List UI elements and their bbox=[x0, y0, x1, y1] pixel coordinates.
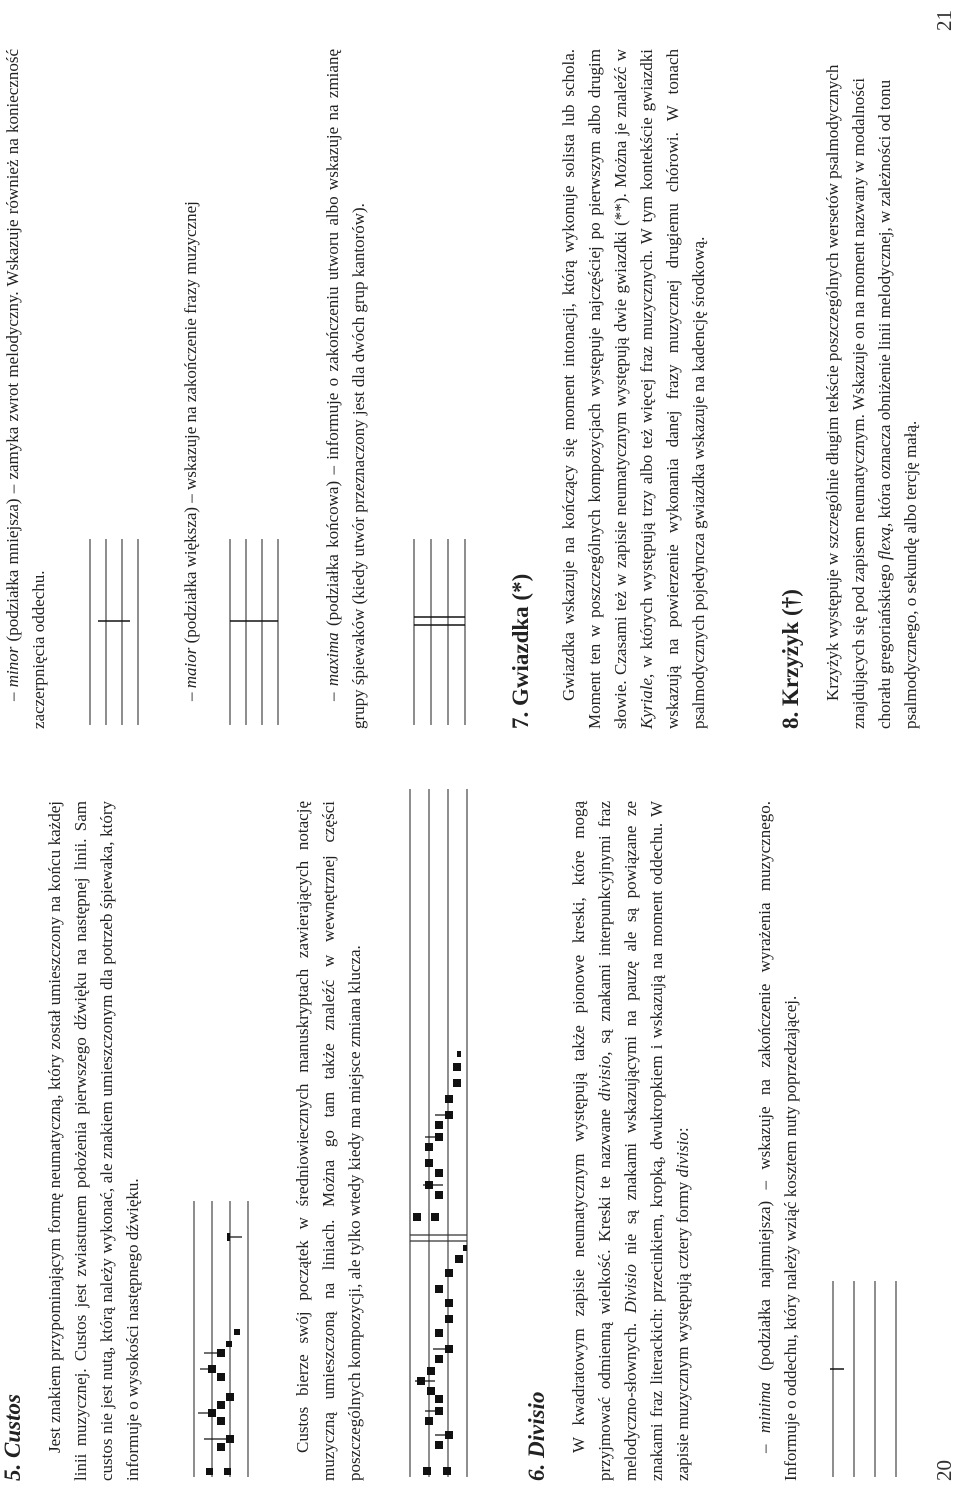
minima-staff-example bbox=[830, 1277, 910, 1477]
krzyzyk-heading: 8. Krzyżyk (†) bbox=[778, 589, 803, 729]
maxima-dash: – bbox=[323, 686, 342, 701]
maxima-term: maxima bbox=[323, 632, 342, 687]
divisio-text-b: , są znakami interpunkcyjnymi fraz melodyczno-słownych. bbox=[595, 801, 640, 1481]
maior-dash: – bbox=[181, 688, 200, 701]
krzyzyk-text-b: , która oznacza obniżenie linii melodycznej, w zależności od tonu psalmodycznego, o sekundę albo tercję małą. bbox=[875, 79, 920, 729]
maior-text: (podziałka większa) – wskazuje na zakończenie frazy muzycznej bbox=[181, 201, 200, 648]
divisio-term-1: divisio bbox=[595, 1055, 614, 1102]
page-number-left: 20 bbox=[932, 1460, 956, 1481]
gwiazdka-text-a: Gwiazdka wskazuje na kończący się moment intonacji, którą wykonuje solista lub schola. Moment ten w poszczególnych kompozycjach występuje najczęściej po pierwszym albo drugim słowie. Czasami też w zapisie neumatycznym występują dwie gwiazdki (**). Można je znaleźć w bbox=[559, 49, 630, 729]
custos-paragraph-1: Jest znakiem przypominającym formę neumatyczną, który został umieszczony na końcu każdej linii muzycznej. Custos jest zwiastunem położenia pierwszego dźwięku na następnej linii. Sam custos nie jest nutą, którą należy wykonać, ale znakiem umieszczonym dla potrzeb śpiewaka, który informuje o wysokości następnego dźwięku. bbox=[45, 801, 142, 1481]
divisio-term-3: divisio bbox=[673, 1132, 692, 1178]
divisio-text-c: nie są znakami wskazującymi na pauzę ale są powiązane ze znakami fraz literackich: przecinkiem, kropką, dwukropkiem i wskazują na moment oddechu. W zapisie muzycznym występują cztery formy bbox=[621, 801, 692, 1481]
krzyzyk-text-a: Krzyżyk występuje w szczególnie długim tekście poszczególnych wersetów psalmodycznych znajdujących się pod zapisem neumatycznym. Wskazuje on na moment nazwany w modalności chorału gregoriańskiego bbox=[823, 64, 894, 729]
minima-dash: – bbox=[755, 1433, 774, 1453]
maior-paragraph bbox=[178, 49, 204, 729]
gwiazdka-text-b: , w których występują trzy albo też więcej fraz muzycznych. W tym kontekście gwiazdki wskazują na powierzenie wykonania danej frazy muzycznej drugiemu chórowi. W tonach psalmodycznych pojedyncza gwiazdka wskazuje na kadencję środkową. bbox=[637, 49, 708, 729]
minor-text: (podziałka mniejsza) – zamyka zwrot melodyczny. Wskazuje również na konieczność zaczerpnięcia oddechu. bbox=[3, 49, 48, 729]
maxima-staff-example bbox=[408, 535, 470, 725]
divisio-term-2: Divisio bbox=[621, 1264, 640, 1314]
maior-staff-example bbox=[224, 535, 284, 725]
minima-paragraph bbox=[752, 801, 804, 1481]
maxima-paragraph bbox=[320, 49, 372, 729]
divisio-text-a: W kwadratowym zapisie neumatycznym występują także pionowe kreski, które mogą przyjmować odmienną wielkość. Kreski te nazwane bbox=[569, 801, 614, 1481]
minor-dash: – bbox=[3, 687, 22, 701]
page-right bbox=[0, 10, 960, 729]
custos-paragraph-2: Custos bierze swój początek w średniowiecznych manuskryptach zawierających notację muzyczną umieszczoną na liniach. Można go tam także znaleźć w wewnętrznej części poszczególnych kompozycji, ale tylko wtedy kiedy ma miejsce zmiana klucza. bbox=[293, 801, 364, 1481]
krzyzyk-term: flexą bbox=[875, 526, 894, 560]
minima-text: (podziałka najmniejsza) – wskazuje na zakończenie wyrażenia muzycznego. Informuje o oddechu, który należy wziąć kosztem nuty poprzedzającej. bbox=[755, 800, 800, 1481]
maxima-text: (podziałka końcowa) – informuje o zakończeniu utworu albo wskazuje na zmianę grupy śpiewaków (kiedy utwór przeznaczony jest dla dwóch grup kantorów). bbox=[323, 49, 368, 729]
custos-heading: 5. Custos bbox=[0, 1394, 25, 1481]
maior-term: maior bbox=[181, 647, 200, 689]
minor-paragraph bbox=[0, 49, 52, 729]
minima-term: minima bbox=[755, 1382, 774, 1434]
clef-change-staff-example bbox=[405, 787, 487, 1477]
divisio-paragraph bbox=[566, 801, 696, 1481]
minor-term: minor bbox=[3, 646, 22, 688]
page-left bbox=[0, 781, 960, 1481]
krzyzyk-paragraph bbox=[820, 49, 924, 729]
gwiazdka-paragraph bbox=[556, 49, 712, 729]
page-number-right: 21 bbox=[932, 10, 956, 31]
gwiazdka-heading: 7. Gwiazdka (*) bbox=[508, 573, 533, 729]
divisio-heading: 6. Divisio bbox=[524, 1391, 549, 1481]
minor-staff-example bbox=[84, 535, 144, 725]
custos-staff-example bbox=[190, 1197, 262, 1477]
gwiazdka-term: Kyriale bbox=[637, 678, 656, 729]
divisio-text-d: : bbox=[673, 1127, 692, 1133]
